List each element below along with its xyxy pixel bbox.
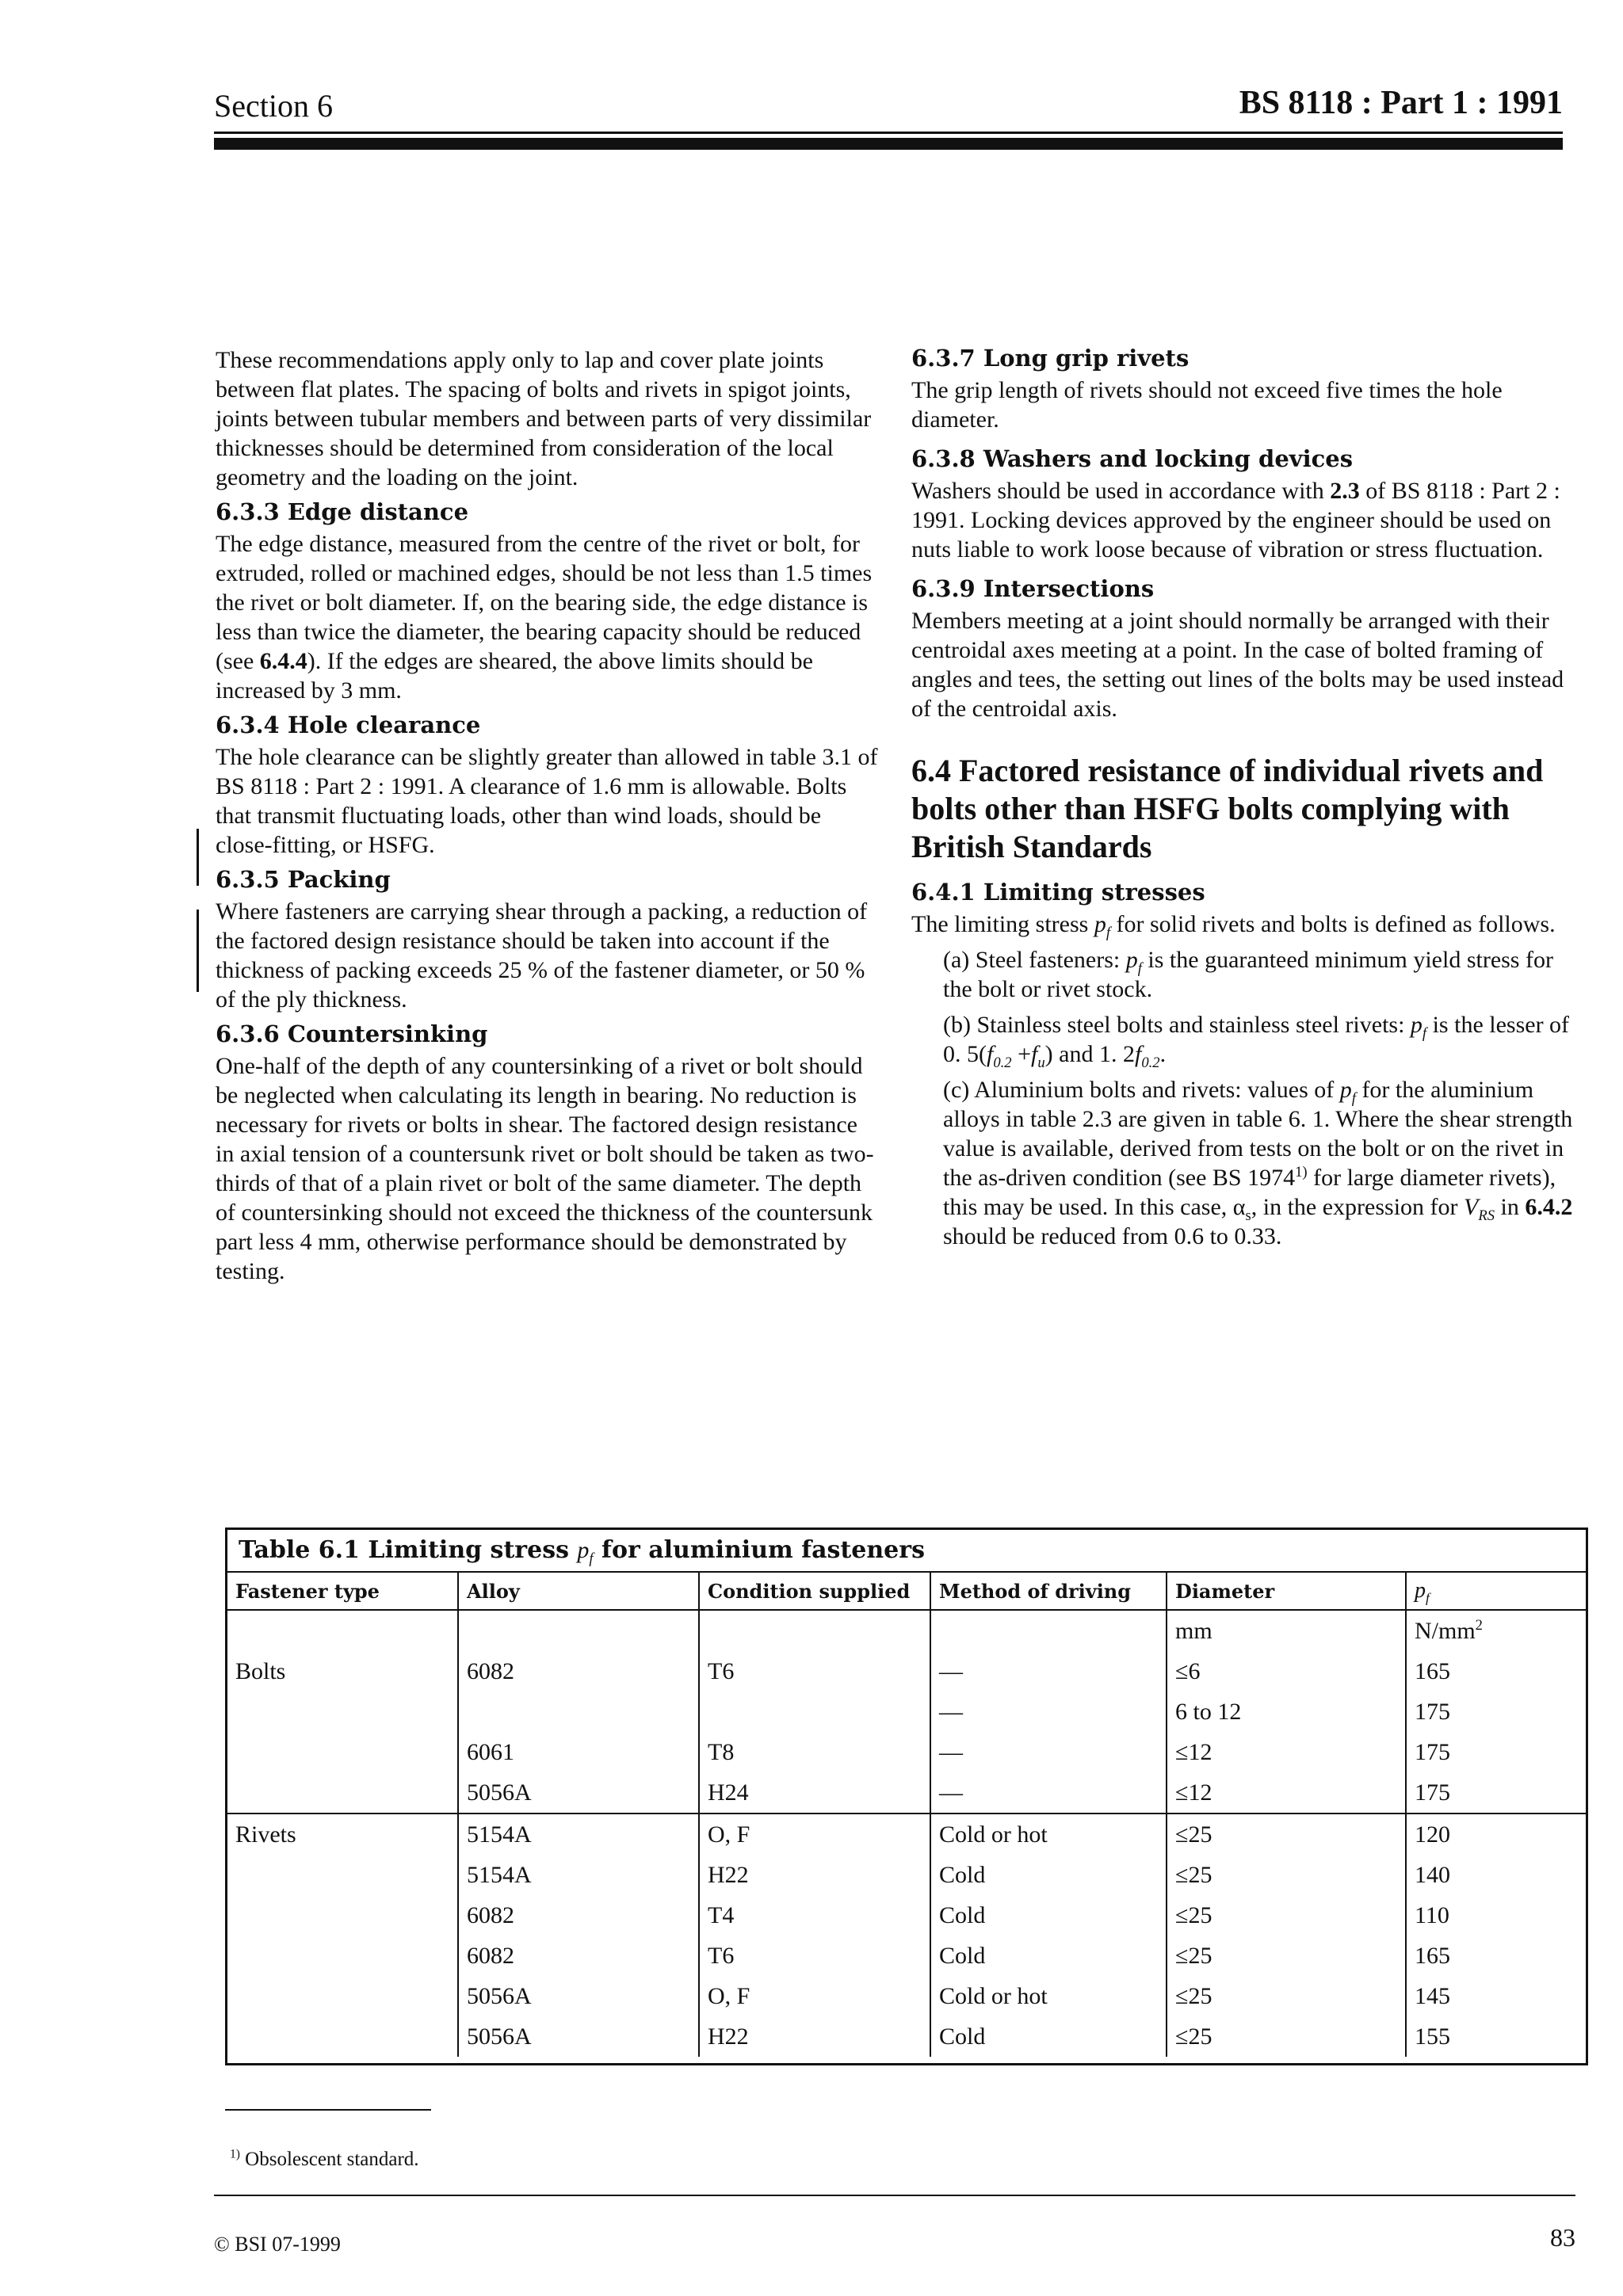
subscript: f xyxy=(589,1550,594,1567)
footer-rule xyxy=(214,2195,1575,2196)
table-cell: T6 xyxy=(699,1936,930,1976)
table-row xyxy=(227,1895,1586,1936)
table-cell: 5154A xyxy=(458,1855,699,1895)
table-cell: 5056A xyxy=(458,1772,699,1814)
footnote-marker: 1) xyxy=(1295,1164,1308,1180)
table-cell xyxy=(227,1936,458,1976)
limiting-stress-table xyxy=(227,1571,1586,2057)
table-cell: T4 xyxy=(699,1895,930,1936)
text-run: The edge distance, measured from the centre of the rivet or bolt, for extruded, rolled or machined edges, should be not less than 1.5 times the rivet or bolt diameter. If, on the bearing side, the edge distance is less than twice the diameter, the bearing capacity should be reduced (see xyxy=(216,531,873,674)
table-cell xyxy=(227,1895,458,1936)
text-run: should be reduced from 0.6 to 0.33. xyxy=(943,1223,1282,1249)
item-b xyxy=(911,1010,1585,1069)
table-cell: 5056A xyxy=(458,2016,699,2057)
symbol: f xyxy=(1134,1041,1142,1067)
paragraph-6-3-4: The hole clearance can be slightly greater than allowed in table 3.1 of BS 8118 : Part 2 : 1991. A clearance of 1.6 mm is allowable. Bolts that transmit fluctuating loads, other than wind loads, should be close-fitting, or HSFG. xyxy=(216,744,878,858)
subscript: f xyxy=(1422,1025,1427,1042)
right-column xyxy=(911,343,1585,1257)
table-cell: Cold or hot xyxy=(930,1976,1167,2016)
symbol: α xyxy=(1232,1194,1246,1220)
header-rule-thick xyxy=(214,138,1563,150)
table-row xyxy=(227,1976,1586,2016)
table-cell: 6 to 12 xyxy=(1167,1691,1406,1732)
table-cell: mm xyxy=(1167,1610,1406,1651)
table-row xyxy=(227,1772,1586,1814)
paragraph-6-3-8 xyxy=(911,476,1585,564)
text-run: + xyxy=(1011,1041,1032,1067)
table-cell xyxy=(227,1610,458,1651)
symbol-vrs xyxy=(1464,1194,1495,1224)
table-unit-row xyxy=(227,1610,1586,1651)
table-cell: 175 xyxy=(1406,1772,1586,1814)
heading-6-4-1: 6.4.1 Limiting stresses xyxy=(911,879,1205,906)
table-cell: ≤25 xyxy=(1167,1976,1406,2016)
text-run: for solid rivets and bolts is defined as follows. xyxy=(1110,911,1556,937)
text-run: (b) Stainless steel bolts and stainless steel rivets: xyxy=(943,1012,1411,1038)
table-6-1 xyxy=(225,1527,1588,2065)
table-cell: — xyxy=(930,1772,1167,1814)
table-cell: 5154A xyxy=(458,1814,699,1855)
symbol-f02 xyxy=(987,1041,1012,1071)
table-cell: Cold xyxy=(930,1936,1167,1976)
symbol-pf xyxy=(1094,911,1110,941)
footnote xyxy=(230,2149,419,2171)
table-cell: ≤25 xyxy=(1167,1814,1406,1855)
symbol-fu xyxy=(1031,1041,1045,1071)
heading-6-3-4: 6.3.4 Hole clearance xyxy=(216,711,481,738)
text-run: ) and 1. 2 xyxy=(1044,1041,1135,1067)
table-cell: 120 xyxy=(1406,1814,1586,1855)
table-cell: ≤25 xyxy=(1167,1936,1406,1976)
subscript: f xyxy=(1137,960,1142,977)
subscript: f xyxy=(1106,925,1110,941)
paragraph-6-4-1 xyxy=(911,910,1585,939)
table-cell: Cold xyxy=(930,1895,1167,1936)
table-cell: 175 xyxy=(1406,1691,1586,1732)
table-cell xyxy=(458,1691,699,1732)
table-cell xyxy=(227,1772,458,1814)
table-row xyxy=(227,1855,1586,1895)
heading-6-3-5: 6.3.5 Packing xyxy=(216,866,391,893)
table-cell: H24 xyxy=(699,1772,930,1814)
left-column xyxy=(216,345,881,1286)
table-cell xyxy=(699,1691,930,1732)
paragraph-6-3-7: The grip length of rivets should not exceed five times the hole diameter. xyxy=(911,377,1503,433)
table-row xyxy=(227,1732,1586,1772)
table-cell: Cold xyxy=(930,2016,1167,2057)
text-run: for large diameter rivets), this may be used. In this case, xyxy=(943,1165,1556,1220)
paragraph-6-3-9: Members meeting at a joint should normally be arranged with their centroidal axes meeting at a point. In the case of bolted framing of angles and tees, the setting out lines of the bolts may be used instead of the centroidal axis. xyxy=(911,608,1564,722)
section-label: Section 6 xyxy=(214,88,333,124)
text-run: for the aluminium alloys in table 2.3 are given in table 6. 1. Where the shear strength value is available, derived from tests on the bolt or on the rivet in the as-driven condition (see BS 1974 xyxy=(943,1077,1573,1191)
text-run: for aluminium fasteners xyxy=(593,1536,925,1564)
footnote-marker: 1) xyxy=(230,2147,240,2161)
symbol: f xyxy=(987,1041,994,1067)
table-cell: Cold xyxy=(930,1855,1167,1895)
table-cell: T8 xyxy=(699,1732,930,1772)
table-cell: ≤6 xyxy=(1167,1651,1406,1691)
table-cell xyxy=(458,1610,699,1651)
table-cell: 155 xyxy=(1406,2016,1586,2057)
header-diameter: Diameter xyxy=(1167,1572,1406,1610)
footnote-rule xyxy=(225,2109,431,2111)
table-cell: — xyxy=(930,1691,1167,1732)
table-cell: 5056A xyxy=(458,1976,699,2016)
table-cell xyxy=(227,2016,458,2057)
item-a xyxy=(911,945,1585,1004)
header-rule-thin xyxy=(214,132,1563,134)
table-cell: — xyxy=(930,1651,1167,1691)
heading-6-3-7: 6.3.7 Long grip rivets xyxy=(911,345,1190,372)
table-title xyxy=(239,1536,925,1567)
heading-6-3-8: 6.3.8 Washers and locking devices xyxy=(911,445,1354,472)
table-cell: H22 xyxy=(699,1855,930,1895)
symbol: p xyxy=(577,1537,590,1563)
symbol: p xyxy=(1339,1077,1352,1103)
table-cell xyxy=(930,1610,1167,1651)
table-cell: O, F xyxy=(699,1814,930,1855)
text-run: Table 6.1 Limiting stress xyxy=(239,1536,578,1564)
text-run: Washers should be used in accordance with xyxy=(911,478,1331,504)
table-cell: 175 xyxy=(1406,1732,1586,1772)
symbol: p xyxy=(1410,1012,1423,1038)
header-pf xyxy=(1406,1572,1586,1610)
text-run: , in the expression for xyxy=(1251,1194,1465,1220)
table-cell: O, F xyxy=(699,1976,930,2016)
clause-reference: 2.3 xyxy=(1330,478,1360,504)
symbol-pf xyxy=(1339,1077,1356,1107)
subscript: u xyxy=(1037,1055,1045,1071)
subscript: 0.2 xyxy=(993,1055,1012,1071)
heading-6-3-9: 6.3.9 Intersections xyxy=(911,575,1155,602)
table-cell: 6061 xyxy=(458,1732,699,1772)
table-cell xyxy=(699,1610,930,1651)
symbol-f02 xyxy=(1134,1041,1160,1071)
header-fastener-type: Fastener type xyxy=(227,1572,458,1610)
table-row xyxy=(227,1691,1586,1732)
table-cell: H22 xyxy=(699,2016,930,2057)
text-run: is the lesser of 0. 5( xyxy=(943,1012,1570,1067)
footnote-text: Obsolescent standard. xyxy=(239,2149,419,2170)
symbol: f xyxy=(1031,1041,1038,1067)
table-cell: 165 xyxy=(1406,1936,1586,1976)
heading-6-4: 6.4 Factored resistance of individual rivets and bolts other than HSFG bolts complying with British Standards xyxy=(911,753,1544,864)
symbol-alpha-s xyxy=(1232,1194,1251,1224)
item-c xyxy=(911,1075,1585,1251)
page-number: 83 xyxy=(1550,2223,1575,2252)
heading-6-3-6: 6.3.6 Countersinking xyxy=(216,1020,488,1047)
table-cell: T6 xyxy=(699,1651,930,1691)
table-cell: 110 xyxy=(1406,1895,1586,1936)
clause-reference: 6.4.2 xyxy=(1525,1194,1573,1220)
table-row xyxy=(227,1814,1586,1855)
table-cell: ≤12 xyxy=(1167,1772,1406,1814)
table-cell xyxy=(227,1976,458,2016)
table-cell: 6082 xyxy=(458,1936,699,1976)
subscript: RS xyxy=(1478,1207,1495,1224)
text-run: of BS 8118 : Part 2 : 1991. Locking devices approved by the engineer should be used on nuts liable to work loose because of vibration or stress fluctuation. xyxy=(911,478,1560,563)
clause-reference: 6.4.4 xyxy=(259,648,307,674)
table-cell: ≤25 xyxy=(1167,1895,1406,1936)
table-cell-unit: $N/mm^2$ xyxy=(1406,1610,1586,1651)
text-run: . xyxy=(1159,1041,1167,1067)
symbol: p xyxy=(1415,1578,1426,1603)
table-cell: ≤25 xyxy=(1167,2016,1406,2057)
symbol-pf xyxy=(1125,947,1142,977)
heading-6-3-3: 6.3.3 Edge distance xyxy=(216,498,469,525)
intro-paragraph: These recommendations apply only to lap and cover plate joints between flat plates. The spacing of bolts and rivets in spigot joints, joints between tubular members and between parts of very dissimilar thicknesses should be determined from consideration of the local geometry and the loading on the joint. xyxy=(216,347,872,490)
table-cell xyxy=(227,1732,458,1772)
text-run: in xyxy=(1495,1194,1526,1220)
table-cell xyxy=(227,1855,458,1895)
header-method: Method of driving xyxy=(930,1572,1167,1610)
text-run: (c) Aluminium bolts and rivets: values of xyxy=(943,1077,1340,1103)
table-cell: Rivets xyxy=(227,1814,458,1855)
table-row xyxy=(227,2016,1586,2057)
table-row xyxy=(227,1651,1586,1691)
header-condition: Condition supplied xyxy=(699,1572,930,1610)
subscript: s xyxy=(1245,1207,1251,1224)
table-body xyxy=(227,1651,1586,2057)
table-cell xyxy=(227,1691,458,1732)
subscript: f xyxy=(1426,1590,1430,1606)
table-cell: 145 xyxy=(1406,1976,1586,2016)
text-run: ). If the edges are sheared, the above limits should be increased by 3 mm. xyxy=(216,648,813,704)
paragraph-6-3-6: One-half of the depth of any countersinking of a rivet or bolt should be neglected when calculating its length in bearing. No reduction is necessary for rivets or bolts in shear. The factored design resistance in axial tension of a countersunk rivet or bolt should be taken as two-thirds of that of a plain rivet or bolt of the same diameter. The depth of countersinking should not exceed the thickness of the countersunk part less 4 mm, otherwise performance should be demonstrated by testing. xyxy=(216,1053,874,1284)
paragraph-6-3-3 xyxy=(216,529,881,705)
change-bar xyxy=(197,910,199,992)
table-cell: Bolts xyxy=(235,1657,286,1684)
table-cell: 6082 xyxy=(458,1895,699,1936)
table-row xyxy=(227,1936,1586,1976)
change-bar xyxy=(197,829,199,886)
text-run: is the guaranteed minimum yield stress for the bolt or rivet stock. xyxy=(943,947,1553,1002)
table-header-row xyxy=(227,1572,1586,1610)
table-cell: 6082 xyxy=(458,1651,699,1691)
copyright: © BSI 07-1999 xyxy=(214,2233,341,2256)
subscript: 0.2 xyxy=(1141,1055,1160,1071)
table-cell: 140 xyxy=(1406,1855,1586,1895)
symbol: p xyxy=(1125,947,1138,973)
table-cell: — xyxy=(930,1732,1167,1772)
symbol-pf xyxy=(1410,1012,1427,1042)
symbol: V xyxy=(1464,1194,1479,1220)
table-cell: ≤25 xyxy=(1167,1855,1406,1895)
paragraph-6-3-5: Where fasteners are carrying shear through a packing, a reduction of the factored design resistance should be taken into account if the thickness of packing exceeds 25 % of the fastener diameter, or 50 % of the ply thickness. xyxy=(216,898,868,1013)
table-cell: Cold or hot xyxy=(930,1814,1167,1855)
header-alloy: Alloy xyxy=(458,1572,699,1610)
symbol: p xyxy=(1094,911,1106,937)
text-run: (a) Steel fasteners: xyxy=(943,947,1126,973)
standard-reference: BS 8118 : Part 1 : 1991 xyxy=(1239,85,1563,121)
table-cell: ≤12 xyxy=(1167,1732,1406,1772)
table-cell: 165 xyxy=(1406,1651,1586,1691)
text-run: The limiting stress xyxy=(911,911,1094,937)
subscript: f xyxy=(1351,1090,1356,1107)
symbol-pf xyxy=(577,1537,594,1567)
